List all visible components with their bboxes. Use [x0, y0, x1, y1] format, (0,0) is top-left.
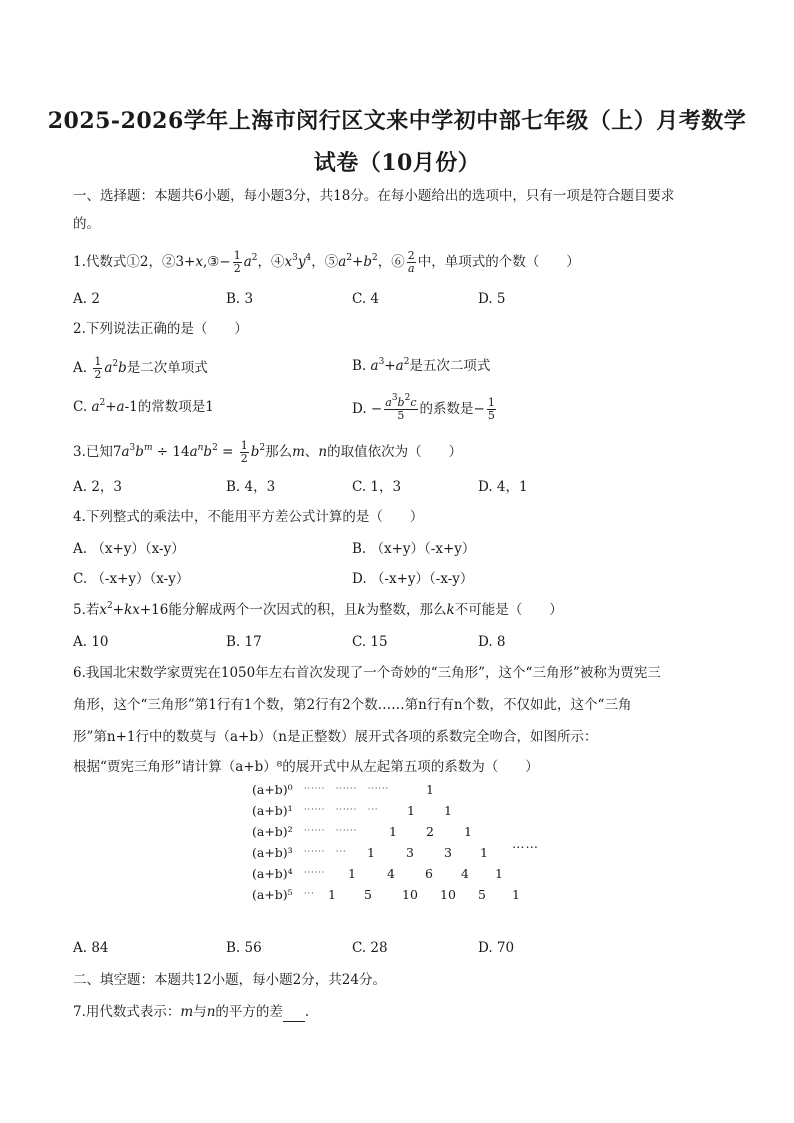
- q6-line2: 角形，这个“三角形”第1行有1个数，第2行有2个数……第n行有n个数，不仅如此，这个“三角: [73, 697, 632, 713]
- q7-answer-blank[interactable]: [283, 1007, 305, 1022]
- section2-header: 二、填空题：本题共12小题，每小题2分，共24分。: [73, 972, 386, 988]
- q3-option-b: B. 4，3: [226, 479, 276, 495]
- q7-stem: 7.用代数式表示：m与n的平方的差 .: [73, 1004, 310, 1020]
- triangle-number: 1: [444, 803, 452, 818]
- q4-option-d: D. （-x+y）（-x-y）: [352, 571, 474, 587]
- q4-option-c: C. （-x+y）（x-y）: [73, 571, 190, 587]
- q6-option-c: C. 28: [352, 940, 388, 956]
- triangle-number: 3: [406, 845, 414, 860]
- q2-option-b: B. $a^3+a^2$是五次二项式: [352, 357, 491, 374]
- q1-stem: 1.代数式①2，②3+x,③− $\frac{1}{2}$ $a^2$，$④x^3y^4$，$⑤a^2+b^2$，⑥ $\frac{2}{a}$ 中，单项式的个数（ ）: [73, 249, 580, 275]
- triangle-ellipsis: ……: [512, 836, 539, 851]
- q5-option-c: C. 15: [352, 634, 388, 650]
- q5-option-a: A. 10: [73, 634, 109, 650]
- section1-header-cont: 的。: [73, 216, 100, 232]
- q4-option-a: A. （x+y）（x-y）: [73, 541, 185, 557]
- triangle-number: 5: [478, 887, 486, 902]
- triangle-number: 6: [425, 866, 433, 881]
- triangle-number: 10: [402, 887, 418, 902]
- triangle-number: 1: [348, 866, 356, 881]
- q1-option-d: D. 5: [478, 291, 506, 307]
- q6-line4: 根据“贾宪三角形”请计算（a+b）⁸的展开式中从左起第五项的系数为（ ）: [73, 759, 539, 775]
- q1-option-a: A. 2: [73, 291, 100, 307]
- triangle-number: 4: [461, 866, 469, 881]
- triangle-number: 1: [512, 887, 520, 902]
- q2-option-c: C. $a^2+a-1$的常数项是1: [73, 398, 214, 415]
- exam-title-line2: 试卷（10月份）: [313, 150, 481, 176]
- triangle-number: 1: [464, 824, 472, 839]
- q1-option-b: B. 3: [226, 291, 254, 307]
- q4-option-b: B. （x+y）（-x+y）: [352, 541, 476, 557]
- triangle-row-label: (a+b)²: [252, 824, 293, 839]
- triangle-row-label: (a+b)¹: [252, 803, 293, 818]
- triangle-number: 1: [389, 824, 397, 839]
- q3-option-d: D. 4，1: [478, 479, 528, 495]
- q6-line1: 6.我国北宋数学家贾宪在1050年左右首次发现了一个奇妙的“三角形”，这个“三角形”被称为贾宪三: [73, 665, 661, 681]
- q2-stem: 2.下列说法正确的是（ ）: [73, 321, 248, 337]
- triangle-number: 1: [407, 803, 415, 818]
- q5-option-b: B. 17: [226, 634, 262, 650]
- triangle-number: 1: [480, 845, 488, 860]
- triangle-number: 1: [495, 866, 503, 881]
- q3-stem: 3.已知$7a^3b^m \div 14a^nb^2$ = $\frac{1}{2}$ $b^2$那么m、n的取值依次为（ ）: [73, 439, 463, 465]
- q3-option-c: C. 1，3: [352, 479, 402, 495]
- triangle-number: 4: [387, 866, 395, 881]
- triangle-number: 3: [444, 845, 452, 860]
- q6-line3: 形”第n+1行中的数莫与（a+b）（n是正整数）展开式各项的系数完全吻合，如图所示：: [73, 729, 598, 745]
- exam-title-line1: 2025-2026学年上海市闵行区文来中学初中部七年级（上）月考数学: [47, 108, 747, 134]
- triangle-number: 2: [426, 824, 434, 839]
- triangle-row-label: (a+b)³: [252, 845, 293, 860]
- q1-option-c: C. 4: [352, 291, 380, 307]
- section1-header: 一、选择题：本题共6小题，每小题3分，共18分。在每小题给出的选项中，只有一项是符合题目要求: [73, 188, 675, 204]
- q5-stem: 5.若$x^2+kx+16$能分解成两个一次因式的积，且k为整数，那么k不可能是（ ）: [73, 601, 563, 618]
- q1-fraction-half: $\frac{1}{2}$: [233, 249, 241, 275]
- triangle-number: 10: [440, 887, 456, 902]
- q2-option-a: A. $\frac{1}{2}$ $a^2b$是二次单项式: [73, 355, 208, 381]
- q6-option-a: A. 84: [73, 940, 109, 956]
- q6-option-b: B. 56: [226, 940, 262, 956]
- triangle-number: 1: [328, 887, 336, 902]
- q5-option-d: D. 8: [478, 634, 506, 650]
- q6-option-d: D. 70: [478, 940, 515, 956]
- triangle-number: 1: [367, 845, 375, 860]
- q4-stem: 4.下列整式的乘法中，不能用平方差公式计算的是（ ）: [73, 509, 424, 525]
- q1-fraction-2-over-a: $\frac{2}{a}$: [407, 249, 415, 275]
- q2-option-d: D. − $\frac{a^3b^2c}{5}$ 的系数是− $\frac{1}{5}$: [352, 393, 495, 422]
- triangle-number: 5: [364, 887, 372, 902]
- q3-option-a: A. 2，3: [73, 479, 123, 495]
- triangle-row-label: (a+b)⁵: [252, 887, 293, 902]
- triangle-row-label: (a+b)⁴: [252, 866, 293, 881]
- triangle-row-label: (a+b)⁰: [252, 782, 293, 797]
- jiaxian-triangle-figure: (a+b)⁰ (a+b)¹ (a+b)² (a+b)³ (a+b)⁴ (a+b)⁵ ······ ······ ······ ······ ······ ··· ······ ······ ······ ··· ······ ··· 1 1 1 1 2 1 1 3 3 1 1 4 6 4 1 1 5 10 10 5 1 ……: [252, 782, 539, 902]
- triangle-number: 1: [426, 782, 434, 797]
